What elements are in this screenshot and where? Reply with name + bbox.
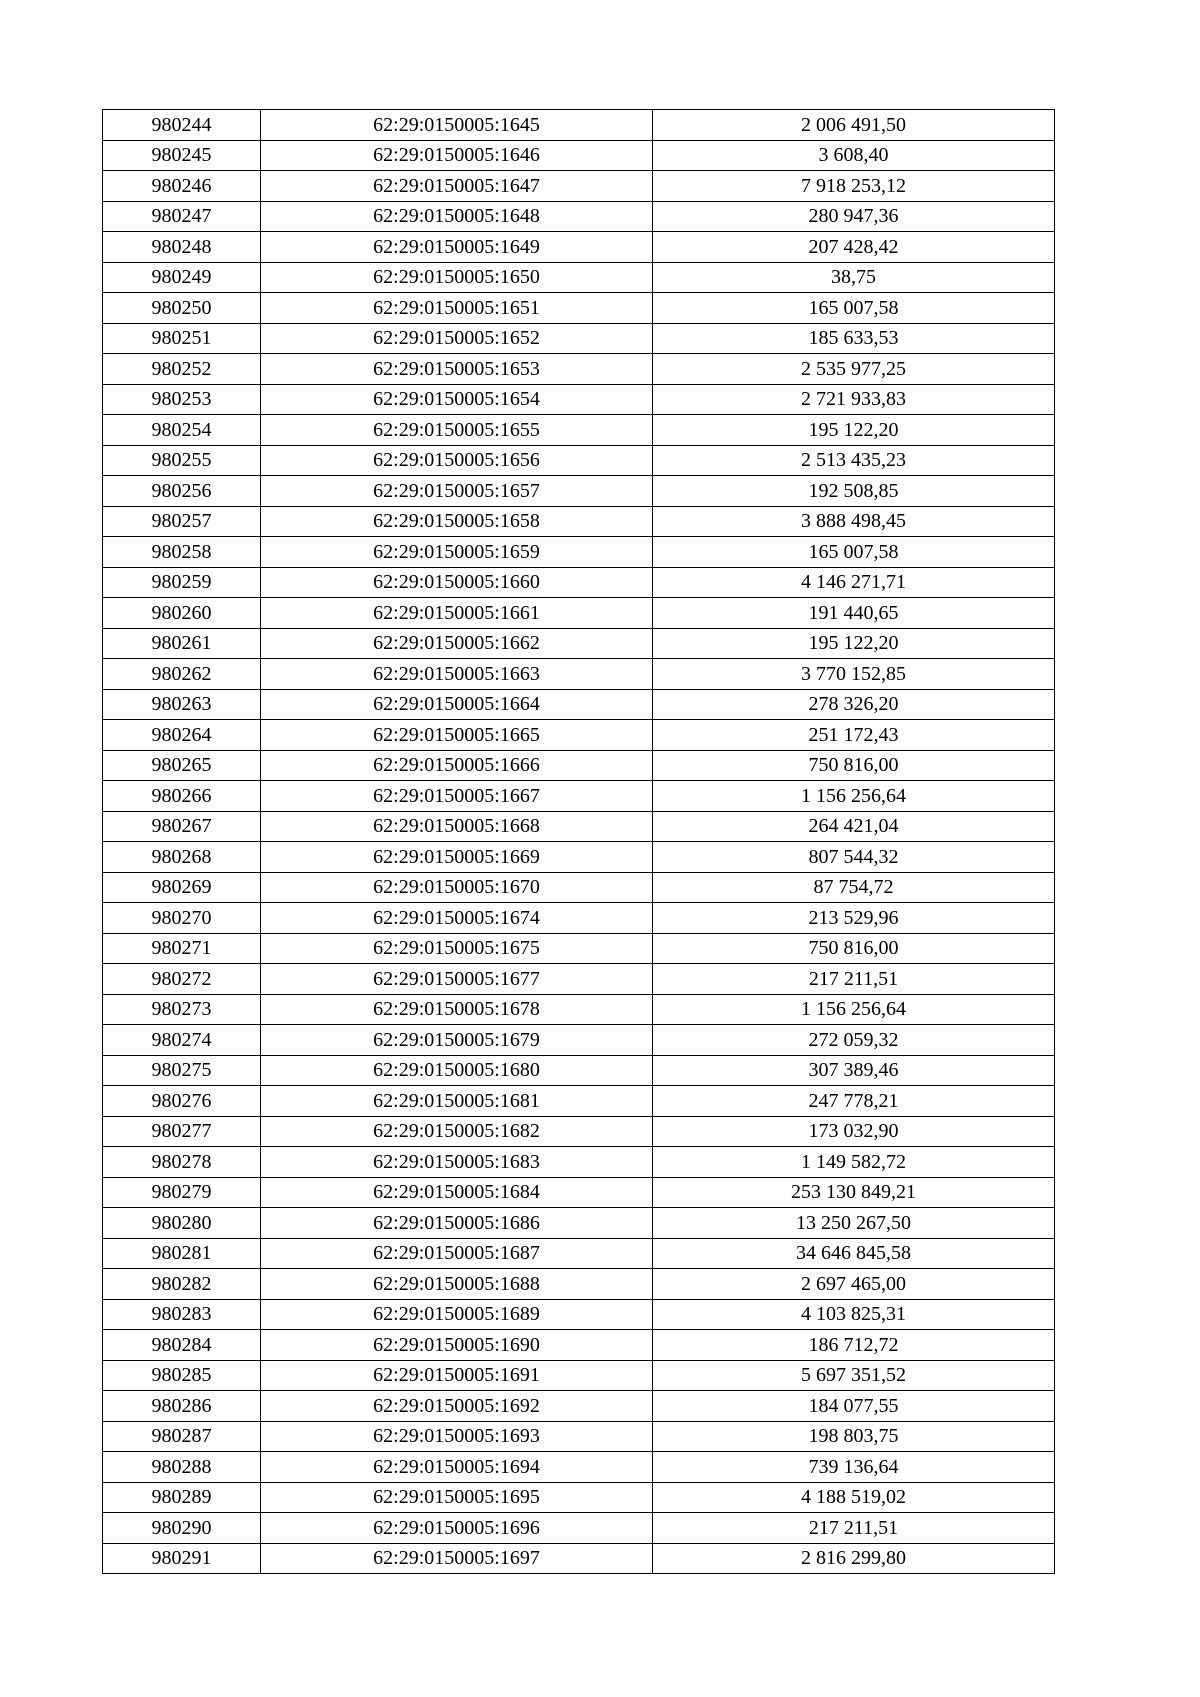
cell-cadastral-number: 62:29:0150005:1683 [261,1147,653,1178]
table-row [103,201,1055,232]
cell-id: 980290 [103,1513,261,1544]
table-row [103,171,1055,202]
cell-value: 1 149 582,72 [653,1147,1055,1178]
cell-id: 980279 [103,1177,261,1208]
cell-cadastral-number: 62:29:0150005:1661 [261,598,653,629]
cell-id: 980288 [103,1452,261,1483]
table-row [103,933,1055,964]
cell-id: 980282 [103,1269,261,1300]
table-row [103,354,1055,385]
table-row [103,1360,1055,1391]
cell-id: 980291 [103,1543,261,1574]
cell-value: 3 770 152,85 [653,659,1055,690]
cell-cadastral-number: 62:29:0150005:1693 [261,1421,653,1452]
cell-cadastral-number: 62:29:0150005:1654 [261,384,653,415]
cell-value: 185 633,53 [653,323,1055,354]
table-row [103,1452,1055,1483]
cell-id: 980249 [103,262,261,293]
cell-value: 807 544,32 [653,842,1055,873]
table-row [103,1116,1055,1147]
cell-id: 980283 [103,1299,261,1330]
cell-id: 980255 [103,445,261,476]
table-row [103,1391,1055,1422]
table-row [103,384,1055,415]
table-row [103,781,1055,812]
cell-cadastral-number: 62:29:0150005:1691 [261,1360,653,1391]
cell-value: 191 440,65 [653,598,1055,629]
table-row [103,842,1055,873]
table-row [103,1482,1055,1513]
cell-id: 980285 [103,1360,261,1391]
cell-value: 2 006 491,50 [653,110,1055,141]
table-row [103,1177,1055,1208]
table-row [103,659,1055,690]
table-row [103,476,1055,507]
cell-value: 165 007,58 [653,293,1055,324]
table-row [103,262,1055,293]
cell-cadastral-number: 62:29:0150005:1645 [261,110,653,141]
data-table [102,109,1055,1574]
table-row [103,1025,1055,1056]
table-row [103,994,1055,1025]
cell-cadastral-number: 62:29:0150005:1664 [261,689,653,720]
table-row [103,689,1055,720]
cell-value: 739 136,64 [653,1452,1055,1483]
table-row [103,964,1055,995]
cell-cadastral-number: 62:29:0150005:1666 [261,750,653,781]
table-row [103,415,1055,446]
cell-cadastral-number: 62:29:0150005:1681 [261,1086,653,1117]
cell-id: 980266 [103,781,261,812]
table-body [103,110,1055,1574]
cell-id: 980263 [103,689,261,720]
cell-id: 980268 [103,842,261,873]
cell-value: 5 697 351,52 [653,1360,1055,1391]
table-row [103,811,1055,842]
table-row [103,567,1055,598]
cell-cadastral-number: 62:29:0150005:1694 [261,1452,653,1483]
cell-value: 272 059,32 [653,1025,1055,1056]
table-row [103,1421,1055,1452]
table-row [103,1238,1055,1269]
cell-value: 247 778,21 [653,1086,1055,1117]
cell-id: 980250 [103,293,261,324]
cell-id: 980261 [103,628,261,659]
cell-value: 195 122,20 [653,628,1055,659]
cell-value: 2 535 977,25 [653,354,1055,385]
cell-cadastral-number: 62:29:0150005:1656 [261,445,653,476]
table-row [103,1269,1055,1300]
cell-id: 980269 [103,872,261,903]
cell-id: 980259 [103,567,261,598]
cell-id: 980254 [103,415,261,446]
cell-value: 217 211,51 [653,1513,1055,1544]
cell-value: 3 608,40 [653,140,1055,171]
table-row [103,1513,1055,1544]
cell-cadastral-number: 62:29:0150005:1648 [261,201,653,232]
cell-id: 980251 [103,323,261,354]
cell-id: 980253 [103,384,261,415]
cell-id: 980271 [103,933,261,964]
cell-cadastral-number: 62:29:0150005:1659 [261,537,653,568]
cell-cadastral-number: 62:29:0150005:1653 [261,354,653,385]
cell-id: 980289 [103,1482,261,1513]
cell-id: 980286 [103,1391,261,1422]
cell-id: 980267 [103,811,261,842]
cell-cadastral-number: 62:29:0150005:1686 [261,1208,653,1239]
cell-cadastral-number: 62:29:0150005:1669 [261,842,653,873]
cell-id: 980278 [103,1147,261,1178]
cell-cadastral-number: 62:29:0150005:1658 [261,506,653,537]
cell-value: 7 918 253,12 [653,171,1055,202]
cell-cadastral-number: 62:29:0150005:1674 [261,903,653,934]
cell-id: 980252 [103,354,261,385]
cell-cadastral-number: 62:29:0150005:1650 [261,262,653,293]
cell-id: 980247 [103,201,261,232]
cell-value: 3 888 498,45 [653,506,1055,537]
cell-cadastral-number: 62:29:0150005:1695 [261,1482,653,1513]
cell-cadastral-number: 62:29:0150005:1670 [261,872,653,903]
cell-id: 980284 [103,1330,261,1361]
cell-id: 980287 [103,1421,261,1452]
table-row [103,720,1055,751]
cell-cadastral-number: 62:29:0150005:1682 [261,1116,653,1147]
cell-value: 750 816,00 [653,750,1055,781]
cell-value: 2 721 933,83 [653,384,1055,415]
cell-id: 980245 [103,140,261,171]
table-row [103,1055,1055,1086]
cell-value: 253 130 849,21 [653,1177,1055,1208]
table-row [103,1330,1055,1361]
table-row [103,445,1055,476]
table-row [103,537,1055,568]
cell-value: 184 077,55 [653,1391,1055,1422]
table-row [103,506,1055,537]
cell-id: 980277 [103,1116,261,1147]
cell-id: 980264 [103,720,261,751]
cell-cadastral-number: 62:29:0150005:1663 [261,659,653,690]
cell-cadastral-number: 62:29:0150005:1655 [261,415,653,446]
cell-id: 980258 [103,537,261,568]
cell-value: 173 032,90 [653,1116,1055,1147]
cell-value: 1 156 256,64 [653,781,1055,812]
cell-id: 980248 [103,232,261,263]
cell-cadastral-number: 62:29:0150005:1651 [261,293,653,324]
cell-id: 980273 [103,994,261,1025]
cell-cadastral-number: 62:29:0150005:1675 [261,933,653,964]
cell-value: 198 803,75 [653,1421,1055,1452]
cell-value: 264 421,04 [653,811,1055,842]
cell-value: 165 007,58 [653,537,1055,568]
cell-cadastral-number: 62:29:0150005:1677 [261,964,653,995]
cell-value: 2 697 465,00 [653,1269,1055,1300]
table-row [103,872,1055,903]
cell-id: 980257 [103,506,261,537]
table-row [103,323,1055,354]
cell-cadastral-number: 62:29:0150005:1689 [261,1299,653,1330]
cell-cadastral-number: 62:29:0150005:1679 [261,1025,653,1056]
table-row [103,140,1055,171]
cell-value: 207 428,42 [653,232,1055,263]
cell-cadastral-number: 62:29:0150005:1647 [261,171,653,202]
cell-value: 278 326,20 [653,689,1055,720]
cell-cadastral-number: 62:29:0150005:1692 [261,1391,653,1422]
cell-value: 4 103 825,31 [653,1299,1055,1330]
cell-value: 217 211,51 [653,964,1055,995]
cell-id: 980260 [103,598,261,629]
cell-value: 13 250 267,50 [653,1208,1055,1239]
cell-value: 750 816,00 [653,933,1055,964]
cell-value: 280 947,36 [653,201,1055,232]
cell-cadastral-number: 62:29:0150005:1696 [261,1513,653,1544]
cell-id: 980244 [103,110,261,141]
table-row [103,750,1055,781]
table-row [103,232,1055,263]
table-row [103,903,1055,934]
table-row [103,598,1055,629]
table-row [103,1208,1055,1239]
cell-id: 980281 [103,1238,261,1269]
cell-id: 980256 [103,476,261,507]
cell-cadastral-number: 62:29:0150005:1684 [261,1177,653,1208]
cell-id: 980262 [103,659,261,690]
cell-cadastral-number: 62:29:0150005:1668 [261,811,653,842]
cell-id: 980272 [103,964,261,995]
cell-id: 980275 [103,1055,261,1086]
cell-cadastral-number: 62:29:0150005:1697 [261,1543,653,1574]
cell-cadastral-number: 62:29:0150005:1646 [261,140,653,171]
cell-value: 4 146 271,71 [653,567,1055,598]
cell-value: 34 646 845,58 [653,1238,1055,1269]
cell-value: 307 389,46 [653,1055,1055,1086]
cell-value: 38,75 [653,262,1055,293]
cell-cadastral-number: 62:29:0150005:1667 [261,781,653,812]
cell-cadastral-number: 62:29:0150005:1649 [261,232,653,263]
cell-cadastral-number: 62:29:0150005:1680 [261,1055,653,1086]
cell-cadastral-number: 62:29:0150005:1652 [261,323,653,354]
cell-cadastral-number: 62:29:0150005:1665 [261,720,653,751]
cell-id: 980265 [103,750,261,781]
cell-value: 4 188 519,02 [653,1482,1055,1513]
cell-value: 2 816 299,80 [653,1543,1055,1574]
cell-id: 980280 [103,1208,261,1239]
cell-value: 195 122,20 [653,415,1055,446]
cell-cadastral-number: 62:29:0150005:1660 [261,567,653,598]
table-row [103,1299,1055,1330]
cell-cadastral-number: 62:29:0150005:1687 [261,1238,653,1269]
cell-id: 980270 [103,903,261,934]
cell-value: 1 156 256,64 [653,994,1055,1025]
table-row [103,1147,1055,1178]
cell-value: 192 508,85 [653,476,1055,507]
table-row [103,1543,1055,1574]
cell-value: 87 754,72 [653,872,1055,903]
cell-id: 980274 [103,1025,261,1056]
cell-id: 980246 [103,171,261,202]
cell-cadastral-number: 62:29:0150005:1688 [261,1269,653,1300]
table-row [103,110,1055,141]
table-row [103,1086,1055,1117]
table-row [103,293,1055,324]
cell-cadastral-number: 62:29:0150005:1690 [261,1330,653,1361]
cell-value: 186 712,72 [653,1330,1055,1361]
cell-cadastral-number: 62:29:0150005:1657 [261,476,653,507]
cell-cadastral-number: 62:29:0150005:1678 [261,994,653,1025]
cell-value: 213 529,96 [653,903,1055,934]
cell-value: 251 172,43 [653,720,1055,751]
cell-cadastral-number: 62:29:0150005:1662 [261,628,653,659]
cell-value: 2 513 435,23 [653,445,1055,476]
cell-id: 980276 [103,1086,261,1117]
table-row [103,628,1055,659]
